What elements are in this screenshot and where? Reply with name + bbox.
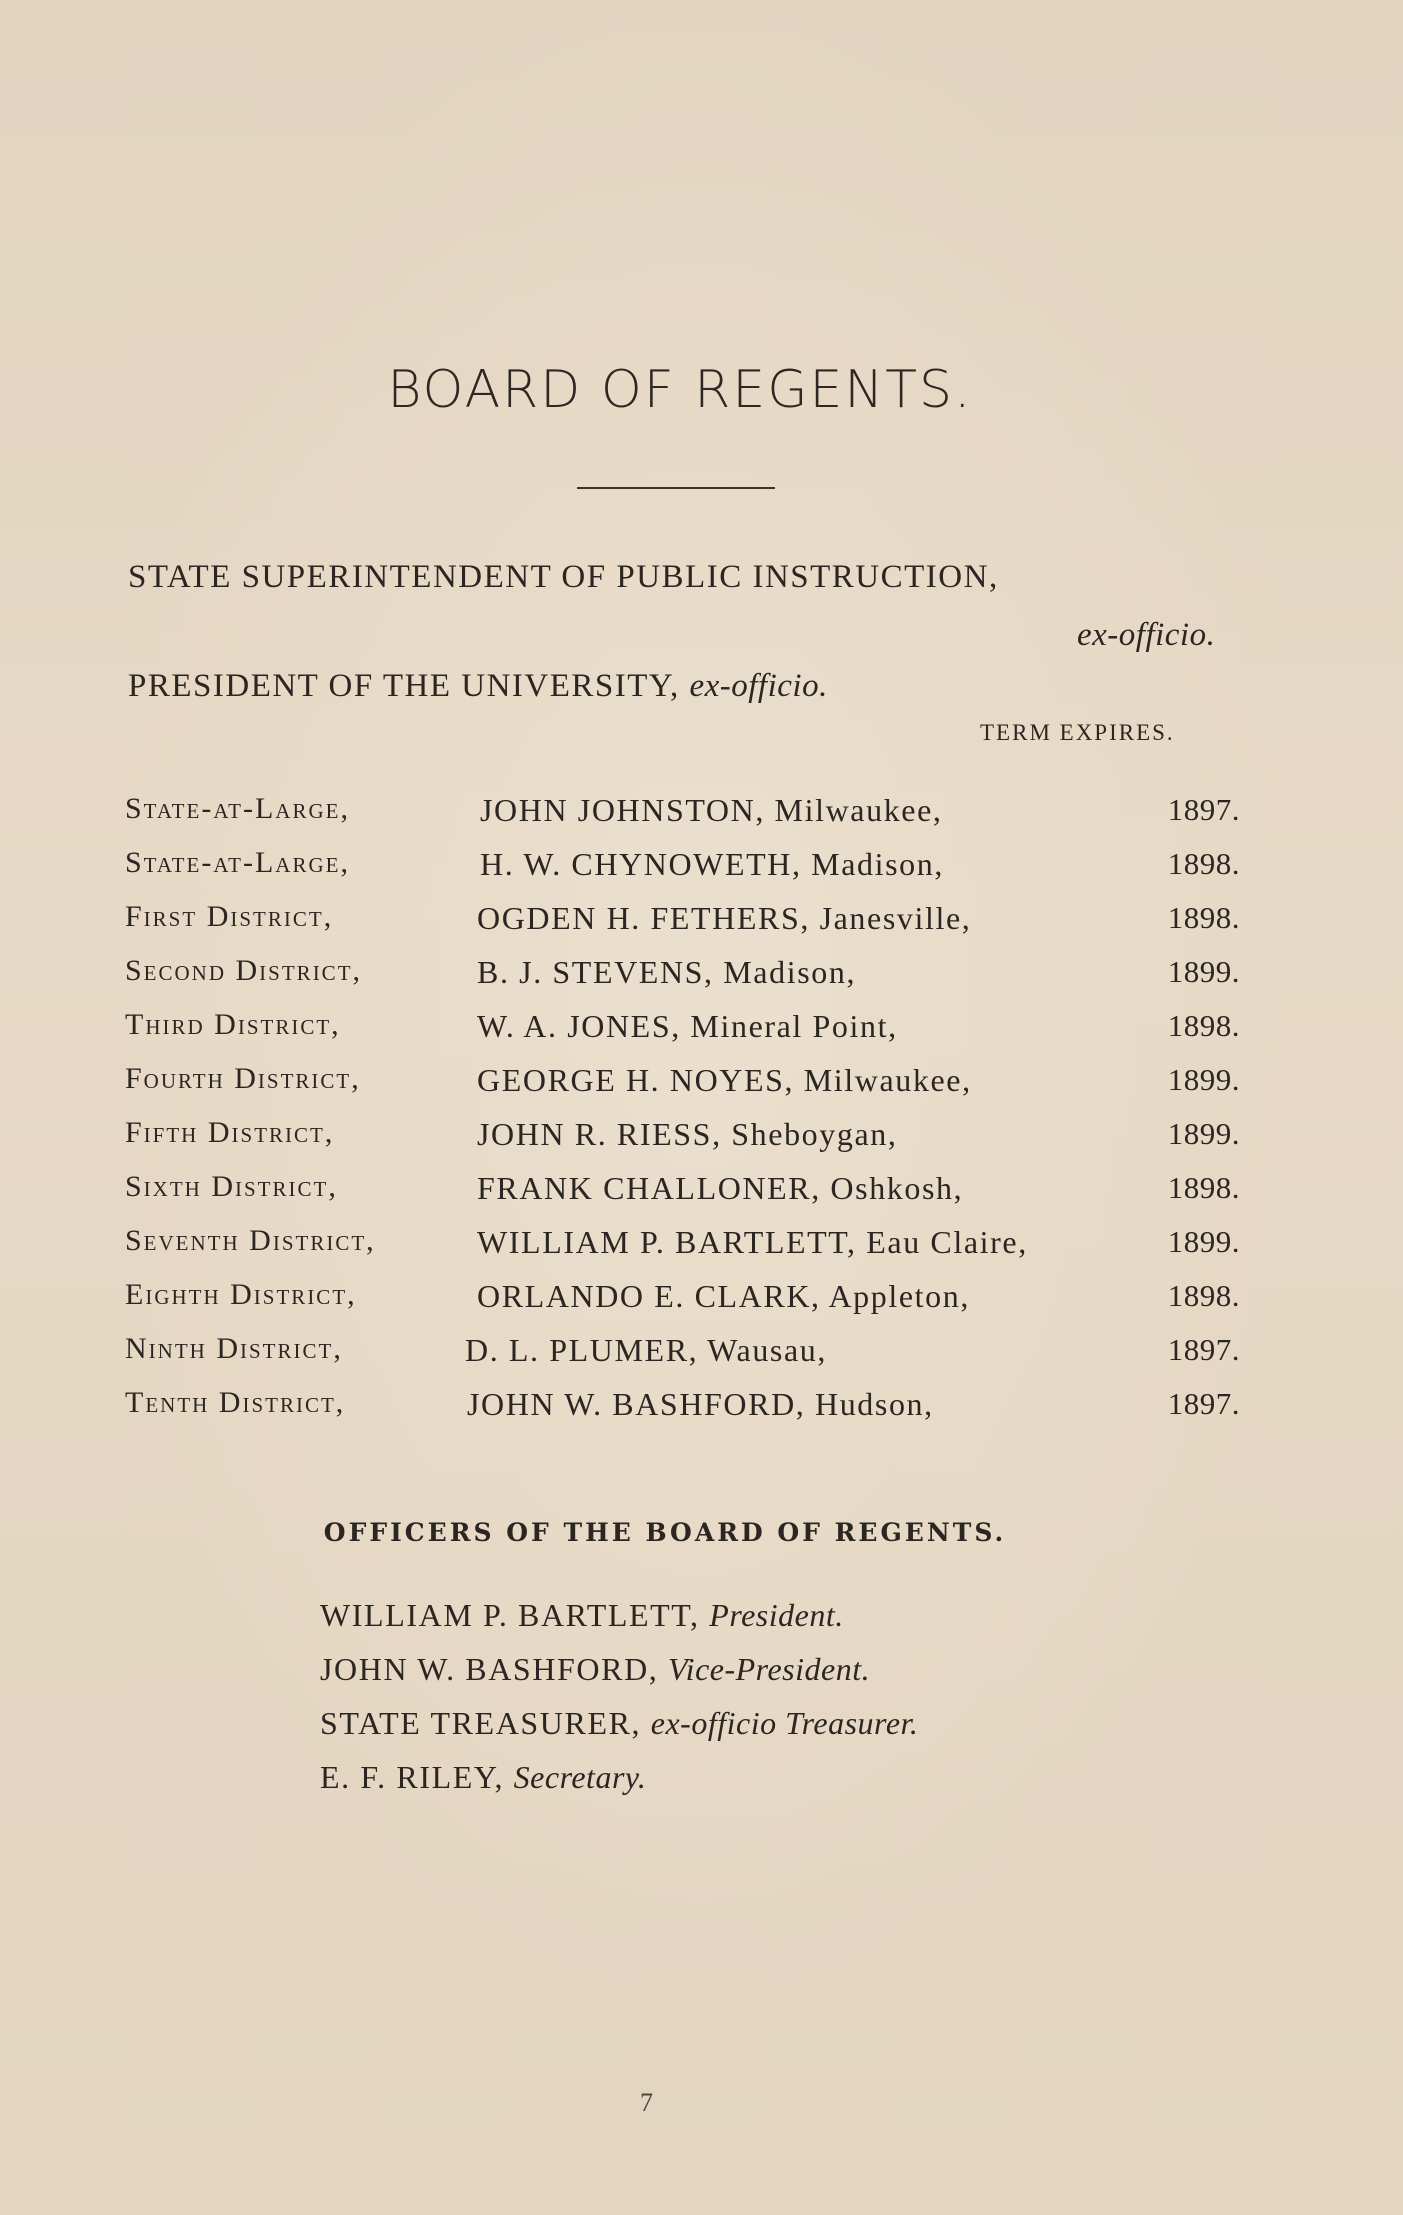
ex-officio-line-2	[128, 668, 828, 705]
page-number: 7	[640, 2088, 653, 2117]
regent-name: GEORGE H. NOYES, Milwaukee,	[477, 1062, 972, 1098]
regent-district: Third District,	[125, 1008, 341, 1041]
officer-name: STATE TREASURER,	[320, 1705, 642, 1741]
officer-name: JOHN W. BASHFORD,	[320, 1651, 659, 1687]
ex-officio-role-1: ex-officio.	[1077, 617, 1216, 653]
regent-name: WILLIAM P. BARTLETT, Eau Claire,	[477, 1224, 1028, 1260]
regent-name: FRANK CHALLONER, Oshkosh,	[477, 1170, 964, 1206]
regent-name: JOHN R. RIESS, Sheboygan,	[477, 1116, 898, 1152]
regent-row	[125, 1116, 1240, 1166]
regent-row	[125, 1062, 1240, 1112]
page-title: BOARD OF REGENTS.	[387, 360, 973, 420]
regent-term: 1897.	[1167, 1332, 1240, 1367]
regent-name: B. J. STEVENS, Madison,	[477, 954, 857, 990]
regent-district: Ninth District,	[125, 1332, 343, 1365]
officer-line	[320, 1759, 646, 1796]
regent-term: 1898.	[1167, 1170, 1240, 1205]
regent-row	[125, 1008, 1240, 1058]
regent-district: Seventh District,	[125, 1224, 376, 1257]
term-expires-header: TERM EXPIRES.	[980, 720, 1175, 745]
regent-row	[125, 846, 1240, 896]
officer-role: Secretary.	[513, 1759, 647, 1795]
regent-name: ORLANDO E. CLARK, Appleton,	[477, 1278, 970, 1314]
regent-district: State-at-Large,	[125, 846, 350, 879]
regent-row	[125, 1332, 1240, 1382]
ex-officio-office: STATE SUPERINTENDENT OF PUBLIC INSTRUCTION,	[128, 559, 999, 595]
regent-name: W. A. JONES, Mineral Point,	[477, 1008, 898, 1044]
regent-row	[125, 792, 1240, 842]
officer-line	[320, 1651, 870, 1688]
regent-row	[125, 1170, 1240, 1220]
officers-heading: OFFICERS OF THE BOARD OF REGENTS.	[323, 1518, 1007, 1547]
regent-row	[125, 1386, 1240, 1436]
regent-district: First District,	[125, 900, 334, 933]
regent-district: Eighth District,	[125, 1278, 357, 1311]
regent-term: 1899.	[1167, 1062, 1240, 1097]
title-rule	[577, 487, 775, 489]
regent-name: JOHN JOHNSTON, Milwaukee,	[480, 792, 943, 828]
regent-term: 1898.	[1167, 900, 1240, 935]
regent-district: State-at-Large,	[125, 792, 350, 825]
officer-role: ex-officio Treasurer.	[650, 1705, 919, 1741]
officer-role: Vice-President.	[668, 1651, 871, 1687]
regent-term: 1899.	[1167, 954, 1240, 989]
regent-term: 1897.	[1167, 1386, 1240, 1421]
officer-line	[320, 1597, 844, 1634]
regent-name: H. W. CHYNOWETH, Madison,	[480, 846, 944, 882]
regent-name: D. L. PLUMER, Wausau,	[465, 1332, 827, 1368]
regent-term: 1898.	[1167, 846, 1240, 881]
regent-row	[125, 1224, 1240, 1274]
ex-officio-role: ex-officio.	[689, 668, 828, 704]
regent-term: 1897.	[1167, 792, 1240, 827]
regent-name: JOHN W. BASHFORD, Hudson,	[467, 1386, 934, 1422]
regent-term: 1898.	[1167, 1278, 1240, 1313]
officer-role: President.	[709, 1597, 844, 1633]
regent-district: Tenth District,	[125, 1386, 346, 1419]
regent-row	[125, 900, 1240, 950]
regent-row	[125, 954, 1240, 1004]
regent-district: Second District,	[125, 954, 363, 987]
regent-district: Sixth District,	[125, 1170, 338, 1203]
regent-district: Fifth District,	[125, 1116, 335, 1149]
regent-term: 1899.	[1167, 1116, 1240, 1151]
ex-officio-office: PRESIDENT OF THE UNIVERSITY,	[128, 668, 680, 704]
regent-name: OGDEN H. FETHERS, Janesville,	[477, 900, 972, 936]
regent-term: 1898.	[1167, 1008, 1240, 1043]
regent-row	[125, 1278, 1240, 1328]
officer-name: WILLIAM P. BARTLETT,	[320, 1597, 700, 1633]
regent-district: Fourth District,	[125, 1062, 361, 1095]
ex-officio-line-1	[128, 559, 999, 596]
regent-term: 1899.	[1167, 1224, 1240, 1259]
officer-name: E. F. RILEY,	[320, 1759, 505, 1795]
officer-line	[320, 1705, 918, 1742]
